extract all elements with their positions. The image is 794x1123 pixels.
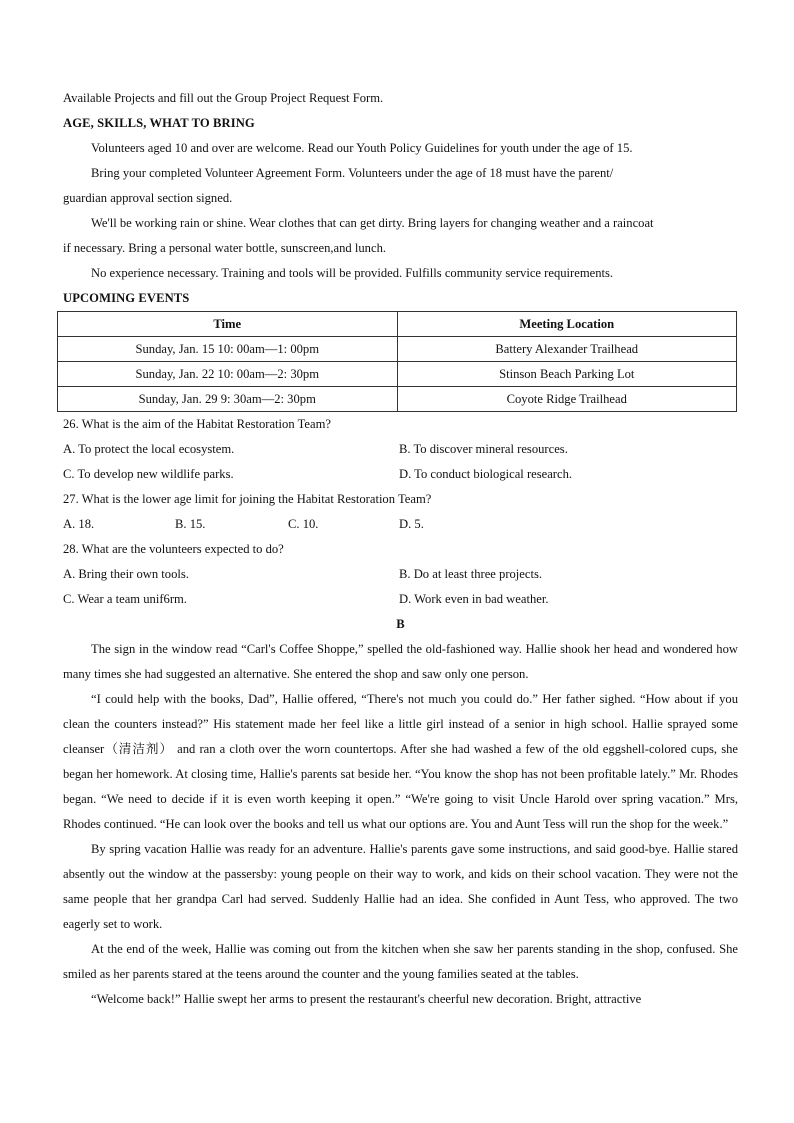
question-26: 26. What is the aim of the Habitat Restoration Team? xyxy=(63,417,331,431)
events-table-header xyxy=(58,312,737,337)
option-d: D. 5. xyxy=(399,517,424,531)
passage-paragraph-4: At the end of the week, Hallie was coming out from the kitchen when she saw her parents standing in the shop, confused. She smiled as her parents stared at the teens around the counter and the young families seated at the tables. xyxy=(63,942,738,981)
option-c: C. To develop new wildlife parks. xyxy=(63,467,234,481)
option-b: B. 15. xyxy=(175,517,206,531)
event-location: Stinson Beach Parking Lot xyxy=(397,362,737,387)
events-table xyxy=(57,311,737,412)
passage-paragraph-2: “I could help with the books, Dad”, Hallie offered, “There's not much you could do.” Her father sighed. “How about if you clean the counters instead?” His statement made her feel like a little girl instead of a senior in high school. Hallie sprayed some cleanser（清洁剂） and ran a cloth over the worn countertops. After she had washed a few of the old eggshell-colored cups, she began her homework. At closing time, Hallie's parents sat beside her. “You know the shop has not been profitable lately.” Mr. Rhodes began. “We need to decide if it is even worth keeping it open.” “We're going to visit Uncle Harold over spring vacation.” Mrs, Rhodes continued. “He can look over the books and tell us what our options are. You and Aunt Tess will run the shop for the week.” xyxy=(63,692,738,831)
document-page xyxy=(63,86,738,1012)
age-paragraph-4: No experience necessary. Training and tools will be provided. Fulfills community service requirements. xyxy=(91,266,614,280)
question-28-options-row-2 xyxy=(63,587,738,612)
option-a: A. To protect the local ecosystem. xyxy=(63,442,235,456)
age-paragraph-3-line-1: We'll be working rain or shine. Wear clothes that can get dirty. Bring layers for changing weather and a raincoat xyxy=(91,216,654,230)
question-26-options-row-1 xyxy=(63,437,738,462)
question-27: 27. What is the lower age limit for joining the Habitat Restoration Team? xyxy=(63,492,432,506)
age-paragraph-1: Volunteers aged 10 and over are welcome. Read our Youth Policy Guidelines for youth under the age of 15. xyxy=(91,141,633,155)
age-paragraph-3-line-2: if necessary. Bring a personal water bottle, sunscreen,and lunch. xyxy=(63,241,387,255)
intro-continuation: Available Projects and fill out the Group Project Request Form. xyxy=(63,91,384,105)
age-paragraph-2-line-2: guardian approval section signed. xyxy=(63,191,233,205)
option-a: A. Bring their own tools. xyxy=(63,567,189,581)
event-time: Sunday, Jan. 22 10: 00am—2: 30pm xyxy=(58,362,398,387)
question-27-options xyxy=(63,512,738,537)
age-skills-heading: AGE, SKILLS, WHAT TO BRING xyxy=(63,116,255,130)
table-row xyxy=(58,362,737,387)
table-row xyxy=(58,387,737,412)
passage-paragraph-5: “Welcome back!” Hallie swept her arms to present the restaurant's cheerful new decoration. Bright, attractive xyxy=(91,992,642,1006)
col-time-header: Time xyxy=(58,312,398,337)
event-time: Sunday, Jan. 29 9: 30am—2: 30pm xyxy=(58,387,398,412)
option-c: C. 10. xyxy=(288,517,319,531)
upcoming-events-heading: UPCOMING EVENTS xyxy=(63,291,190,305)
option-b: B. To discover mineral resources. xyxy=(399,442,568,456)
event-location: Coyote Ridge Trailhead xyxy=(397,387,737,412)
event-time: Sunday, Jan. 15 10: 00am—1: 00pm xyxy=(58,337,398,362)
option-c: C. Wear a team unif6rm. xyxy=(63,592,187,606)
age-paragraph-2-line-1: Bring your completed Volunteer Agreement Form. Volunteers under the age of 18 must have the parent/ xyxy=(91,166,614,180)
question-28: 28. What are the volunteers expected to do? xyxy=(63,542,284,556)
passage-paragraph-3: By spring vacation Hallie was ready for an adventure. Hallie's parents gave some instructions, and said good-bye. Hallie stared absently out the window at the passersby: young people on their way to work, and kids on their school vacation. They were not the same people that her grandpa Carl had served. Suddenly Hallie had an idea. She confided in Aunt Tess, who approved. The two eagerly set to work. xyxy=(63,842,738,931)
section-b-label: B xyxy=(396,617,405,631)
question-26-options-row-2 xyxy=(63,462,738,487)
event-location: Battery Alexander Trailhead xyxy=(397,337,737,362)
option-b: B. Do at least three projects. xyxy=(399,567,543,581)
col-location-header: Meeting Location xyxy=(397,312,737,337)
option-a: A. 18. xyxy=(63,517,95,531)
table-row xyxy=(58,337,737,362)
question-28-options-row-1 xyxy=(63,562,738,587)
passage-paragraph-1: The sign in the window read “Carl's Coffee Shoppe,” spelled the old-fashioned way. Hallie shook her head and wondered how many times she had suggested an alternative. She entered the shop and saw only one person. xyxy=(63,642,738,681)
option-d: D. Work even in bad weather. xyxy=(399,592,549,606)
option-d: D. To conduct biological research. xyxy=(399,467,573,481)
passage-b xyxy=(63,637,738,1012)
